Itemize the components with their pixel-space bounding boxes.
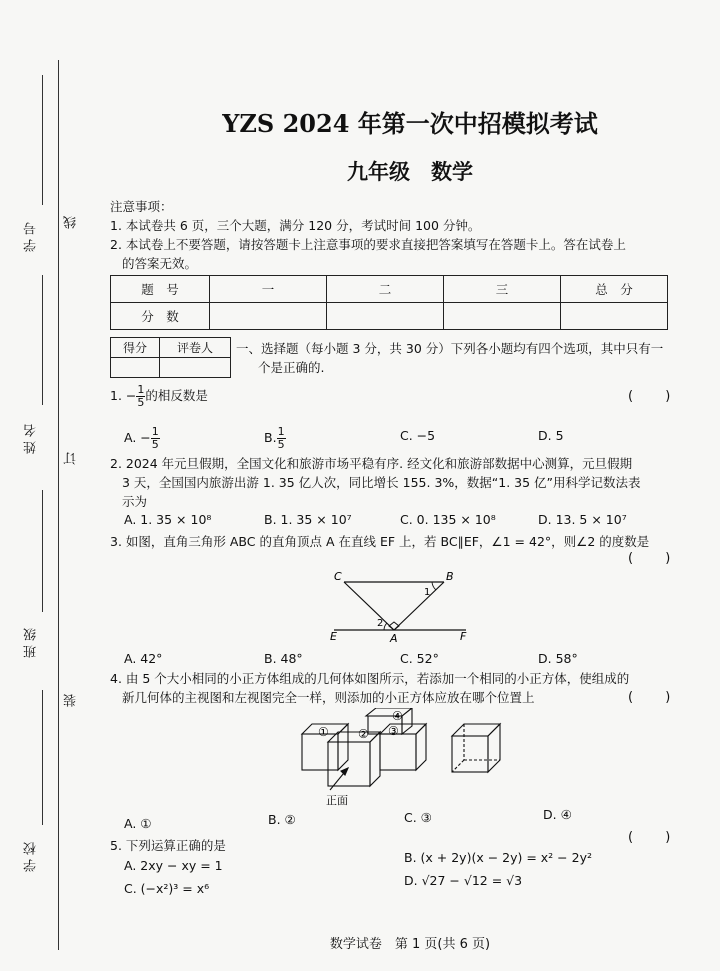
answer-paren[interactable]: ( ) [628,389,685,404]
score-header-cell: 二 [327,276,444,303]
label-angle-2: 2 [377,618,384,629]
position-3: ③ [388,724,399,738]
position-2: ② [358,727,369,741]
q1-stem: 的相反数是 [145,388,208,403]
note-item: 的答案无效。 [122,256,198,271]
grader-header-marker: 评卷人 [160,338,231,358]
q4-option-b[interactable]: B. ② [268,812,296,827]
school-label: 学校 [24,838,39,872]
grader-score-cell[interactable] [111,358,160,378]
q2-option-a[interactable]: A. 1. 35 × 10⁸ [124,512,212,527]
binding-line [58,60,59,950]
cubes-figure [296,708,516,806]
section-line: 一、选择题（每小题 3 分，共 30 分）下列各小题均有四个选项，其中只有一 [236,341,664,356]
position-1: ① [318,725,329,739]
score-header-cell: 一 [210,276,327,303]
position-4: ④ [392,709,403,723]
q1-option-b[interactable]: B. $\frac{1}{5}$ [264,425,285,451]
q1-option-a[interactable]: A. − $\frac{1}{5}$ [124,425,159,451]
front-label: 正面 [326,794,348,806]
score-cell[interactable] [444,303,561,330]
score-header-cell: 总 分 [561,276,668,303]
class-label: 班级 [24,624,39,658]
q2-option-d[interactable]: D. 13. 5 × 10⁷ [538,512,627,527]
q5-option-c[interactable]: C. (−x²)³ = x⁶ [124,881,210,896]
score-table [110,275,668,330]
exam-subtitle: 九年级 数学 [347,160,473,184]
class-line[interactable] [42,490,43,612]
cut-word-zhuang: 装 [64,690,79,707]
label-c: C [334,570,342,583]
q4-option-a[interactable]: A. ① [124,816,152,831]
section-one-heading [236,339,676,377]
q2-option-b[interactable]: B. 1. 35 × 10⁷ [264,512,352,527]
label-e: E [330,630,337,643]
q1-prefix: 1. − [110,388,137,403]
label-b: B [446,570,454,583]
score-cell[interactable] [210,303,327,330]
q4-option-c[interactable]: C. ③ [404,810,432,825]
grader-table [110,337,231,378]
q3-option-a[interactable]: A. 42° [124,651,163,666]
name-line[interactable] [42,275,43,405]
section-line: 个是正确的. [258,360,325,375]
score-cell[interactable] [327,303,444,330]
q3-option-d[interactable]: D. 58° [538,651,578,666]
q5-option-a[interactable]: A. 2xy − xy = 1 [124,858,223,873]
notes-heading: 注意事项： [110,199,173,214]
score-header-cell: 三 [444,276,561,303]
label-f: F [460,630,467,643]
binding-strip [0,0,100,971]
grader-header-score: 得分 [111,338,160,358]
label-angle-1: 1 [424,587,431,598]
notes [110,197,670,273]
label-a: A [390,632,398,644]
student-id-label: 学号 [24,218,39,252]
q3-option-b[interactable]: B. 48° [264,651,303,666]
answer-paren[interactable]: ( ) [628,690,685,705]
triangle-figure [320,568,480,644]
q1-fraction: $\frac{1}{5}$ [137,383,145,409]
question-3: 3. 如图，直角三角形 ABC 的直角顶点 A 在直线 EF 上，若 BC∥EF，∠1 = 42°，则∠2 的度数是 [110,534,650,549]
answer-paren[interactable]: ( ) [628,830,685,845]
exam-title: YZS 2024 年第一次中招模拟考试 [222,109,598,138]
grader-marker-cell[interactable] [160,358,231,378]
q1-option-c[interactable]: C. −5 [400,428,436,443]
cut-word-ding: 订 [64,448,79,465]
question-1 [110,384,680,409]
note-item: 1. 本试卷共 6 页，三个大题，满分 120 分，考试时间 100 分钟。 [110,218,481,233]
school-line[interactable] [42,690,43,825]
student-id-line[interactable] [42,75,43,205]
page-footer: 数学试卷 第 1 页(共 6 页) [329,937,491,952]
question-5: 5. 下列运算正确的是 [110,838,226,853]
q2-option-c[interactable]: C. 0. 135 × 10⁸ [400,512,496,527]
note-item: 2. 本试卷上不要答题，请按答题卡上注意事项的要求直接把答案填写在答题卡上。答在试卷上 [110,237,626,252]
q5-option-d[interactable]: D. √27 − √12 = √3 [404,873,523,888]
q1-option-d[interactable]: D. 5 [538,428,564,443]
score-header-cell: 题 号 [111,276,210,303]
score-cell[interactable] [561,303,668,330]
score-label-cell: 分 数 [111,303,210,330]
q4-option-d[interactable]: D. ④ [543,807,572,822]
q5-option-b[interactable]: B. (x + 2y)(x − 2y) = x² − 2y² [404,850,592,865]
cut-word-xian: 线 [64,212,79,229]
question-2: 2. 2024 年元旦假期，全国文化和旅游市场平稳有序. 经文化和旅游部数据中心测算，元旦假期 3 天，全国国内旅游出游 1. 35 亿人次，同比增长 155. 3%，数据“1. 35 亿”用科学记数法表 示为 [110,456,641,509]
question-4: 4. 由 5 个大小相同的小正方体组成的几何体如图所示，若添加一个相同的小正方体，使组成的 新几何体的主视图和左视图完全一样，则添加的小正方体应放在哪个位置上 [110,671,630,705]
name-label: 姓名 [24,420,39,454]
answer-paren[interactable]: ( ) [628,551,685,566]
q3-option-c[interactable]: C. 52° [400,651,439,666]
